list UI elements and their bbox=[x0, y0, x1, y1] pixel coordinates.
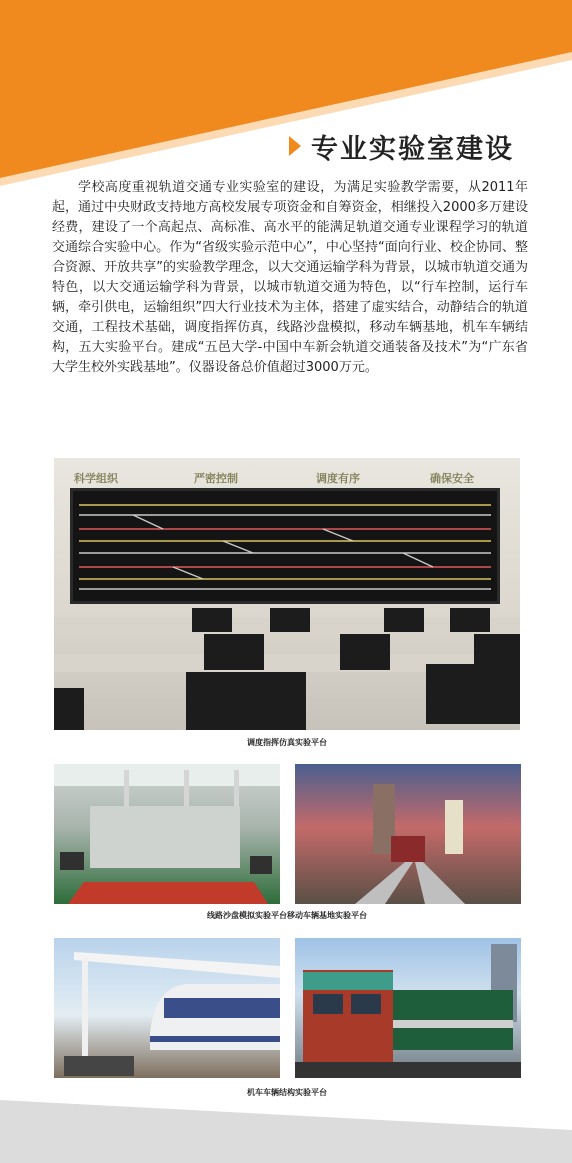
triangle-arrow-icon bbox=[289, 136, 301, 156]
bottom-grey-band bbox=[0, 1100, 572, 1163]
wall-banner-text: 调度有序 bbox=[316, 472, 360, 485]
wall-banner-text: 严密控制 bbox=[194, 472, 238, 485]
metro-car-photo bbox=[54, 938, 280, 1078]
rolling-stock-caption: 机车车辆结构实验平台 bbox=[247, 1088, 327, 1097]
dispatch-caption: 调度指挥仿真实验平台 bbox=[247, 738, 327, 747]
section-title-row bbox=[289, 126, 514, 166]
wall-banner-text: 确保安全 bbox=[430, 472, 474, 485]
wall-banner-text: 科学组织 bbox=[74, 472, 118, 485]
vehicle-depot-photo bbox=[295, 764, 521, 904]
top-orange-banner bbox=[0, 0, 572, 200]
body-paragraph: 学校高度重视轨道交通专业实验室的建设，为满足实验教学需要，从2011年起，通过中央财政支持地方高校发展专项资金和自筹资金，相继投入2000多万建设经费，建设了一个高起点、高标准、高水平的能满足轨道交通专业课程学习的轨道交通综合实验中心。作为“省级实验示范中心”，中心坚持“面向行业、校企协同、整合资源、开放共享”的实验教学理念，以大交通运输学科为背景，以城市轨道交通为特色，以大交通运输学科为背景，以城市轨道交通为特色，以“行车控制，运行车辆，牵引供电，运输组织”四大行业技术为主体，搭建了虚实结合，动静结合的轨道交通，工程技术基础，调度指挥仿真，线路沙盘模拟，移动车辆基地，机车车辆结构，五大实验平台。建成“五邑大学-中国中车新会轨道交通装备及技术”为“广东省大学生校外实践基地”。仪器设备总价值超过3000万元。 bbox=[52, 180, 528, 375]
sand-and-depot-caption: 线路沙盘模拟实验平台移动车辆基地实验平台 bbox=[207, 911, 367, 920]
dispatch-control-room-photo bbox=[54, 458, 520, 730]
dispatch-display-wall bbox=[70, 488, 500, 604]
sand-table-photo bbox=[54, 764, 280, 904]
locomotive-photo bbox=[295, 938, 521, 1078]
section-title: 专业实验室建设 bbox=[311, 133, 514, 165]
